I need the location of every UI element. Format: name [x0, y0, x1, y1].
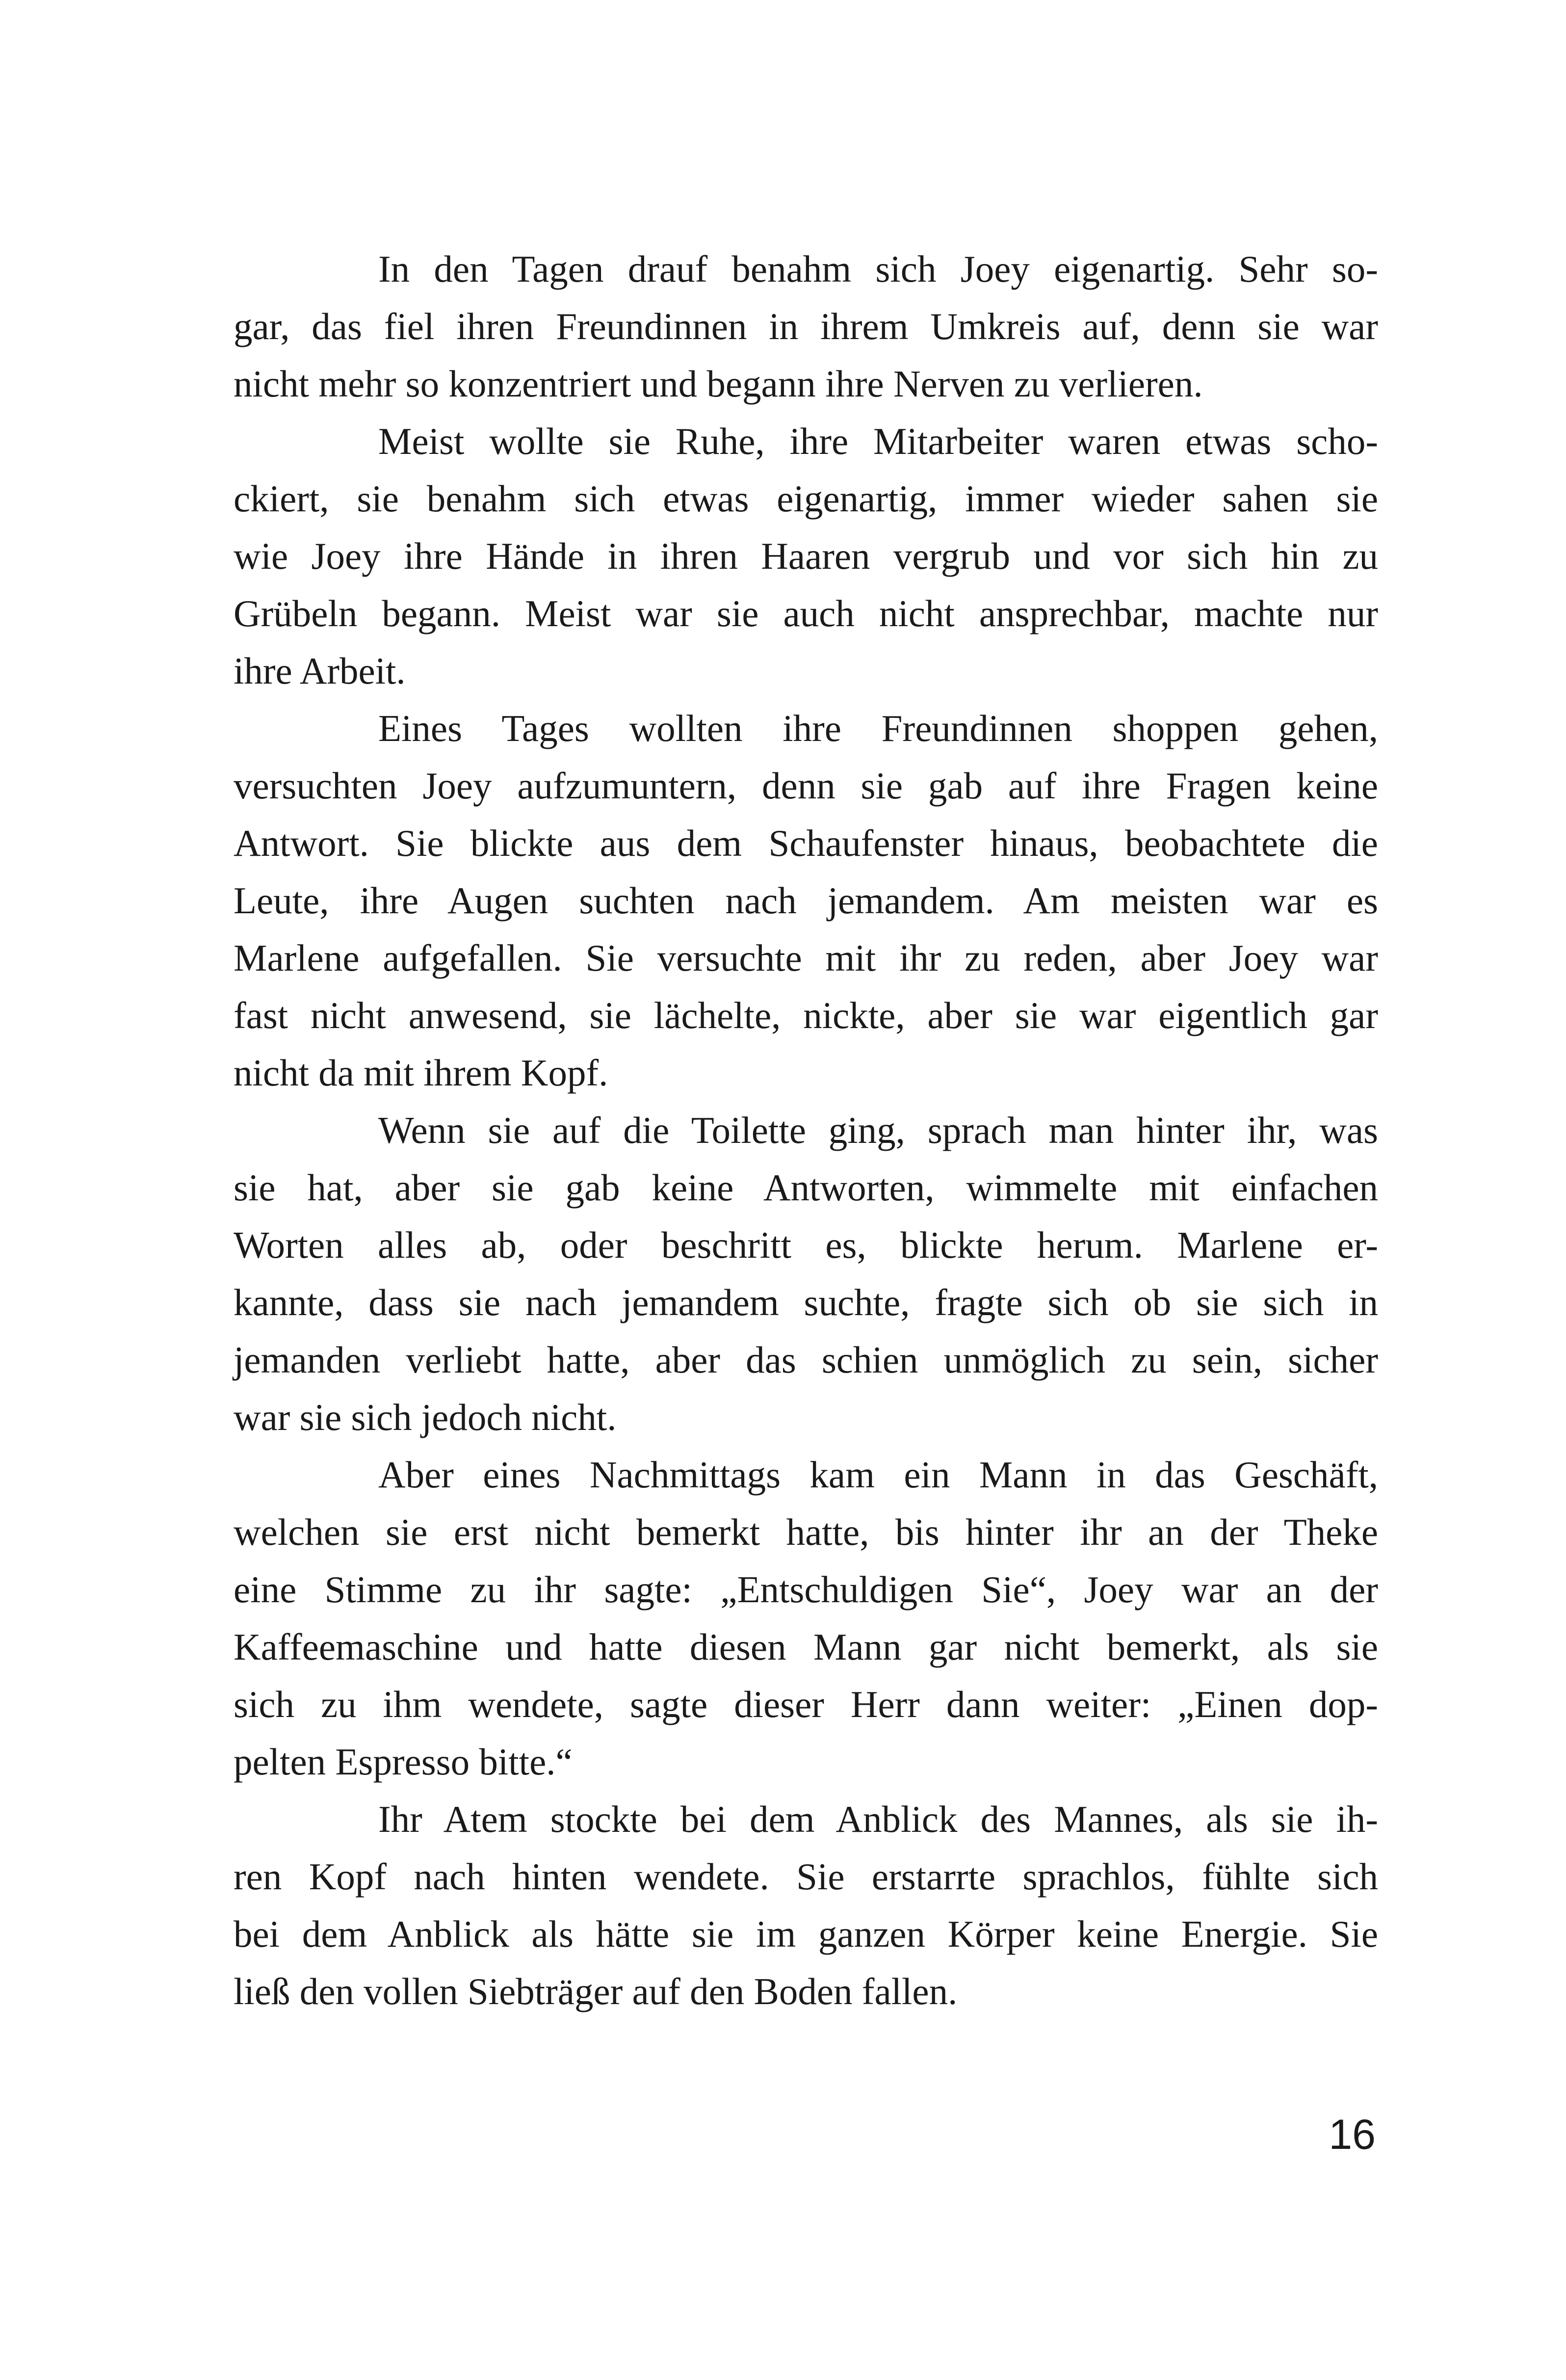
text-line: nicht mehr so konzentriert und begann ihre Nerven zu verlieren. — [234, 363, 1203, 405]
text-line: ren Kopf nach hinten wendete. Sie erstarrte sprachlos, fühlte sich — [234, 1855, 1378, 1898]
text-line: fast nicht anwesend, sie lächelte, nickte, aber sie war eigentlich gar — [234, 994, 1378, 1036]
text-line: jemanden verliebt hatte, aber das schien unmöglich zu sein, sicher — [234, 1339, 1378, 1381]
text-line: Ihr Atem stockte bei dem Anblick des Mannes, als sie ih- — [378, 1798, 1378, 1840]
text-line: sie hat, aber sie gab keine Antworten, wimmelte mit einfachen — [234, 1166, 1378, 1209]
text-line: kannte, dass sie nach jemandem suchte, fragte sich ob sie sich in — [234, 1281, 1378, 1323]
text-line: Kaffeemaschine und hatte diesen Mann gar nicht bemerkt, als sie — [234, 1626, 1378, 1668]
text-line: nicht da mit ihrem Kopf. — [234, 1052, 608, 1094]
text-line: ckiert, sie benahm sich etwas eigenartig, immer wieder sahen sie — [234, 477, 1378, 520]
text-line: Worten alles ab, oder beschritt es, blickte herum. Marlene er- — [234, 1224, 1378, 1266]
text-line: Marlene aufgefallen. Sie versuchte mit ihr zu reden, aber Joey war — [234, 937, 1378, 979]
text-line: war sie sich jedoch nicht. — [234, 1396, 617, 1438]
text-line: Wenn sie auf die Toilette ging, sprach man hinter ihr, was — [378, 1109, 1378, 1151]
text-line: Meist wollte sie Ruhe, ihre Mitarbeiter waren etwas scho- — [378, 420, 1378, 462]
page-number: 16 — [1329, 2111, 1376, 2158]
text-line: bei dem Anblick als hätte sie im ganzen Körper keine Energie. Sie — [234, 1913, 1378, 1955]
text-line: ihre Arbeit. — [234, 650, 406, 692]
text-line: Antwort. Sie blickte aus dem Schaufenster hinaus, beobachtete die — [234, 822, 1378, 864]
text-line: wie Joey ihre Hände in ihren Haaren vergrub und vor sich hin zu — [234, 535, 1378, 577]
text-line: Aber eines Nachmittags kam ein Mann in das Geschäft, — [378, 1454, 1378, 1496]
text-line: pelten Espresso bitte.“ — [234, 1741, 573, 1783]
text-line: Eines Tages wollten ihre Freundinnen shoppen gehen, — [378, 707, 1378, 749]
text-line: sich zu ihm wendete, sagte dieser Herr dann weiter: „Einen dop- — [234, 1683, 1378, 1725]
text-line: welchen sie erst nicht bemerkt hatte, bis hinter ihr an der Theke — [234, 1511, 1378, 1553]
text-line: Leute, ihre Augen suchten nach jemandem. Am meisten war es — [234, 879, 1378, 922]
body-text — [234, 240, 1378, 2020]
text-line: eine Stimme zu ihr sagte: „Entschuldigen Sie“, Joey war an der — [234, 1568, 1378, 1611]
text-line: In den Tagen drauf benahm sich Joey eigenartig. Sehr so- — [378, 248, 1378, 290]
text-line: gar, das fiel ihren Freundinnen in ihrem Umkreis auf, denn sie war — [234, 305, 1378, 347]
text-line: Grübeln begann. Meist war sie auch nicht ansprechbar, machte nur — [234, 592, 1378, 635]
text-line: ließ den vollen Siebträger auf den Boden fallen. — [234, 1970, 958, 2012]
text-line: versuchten Joey aufzumuntern, denn sie gab auf ihre Fragen keine — [234, 765, 1378, 807]
